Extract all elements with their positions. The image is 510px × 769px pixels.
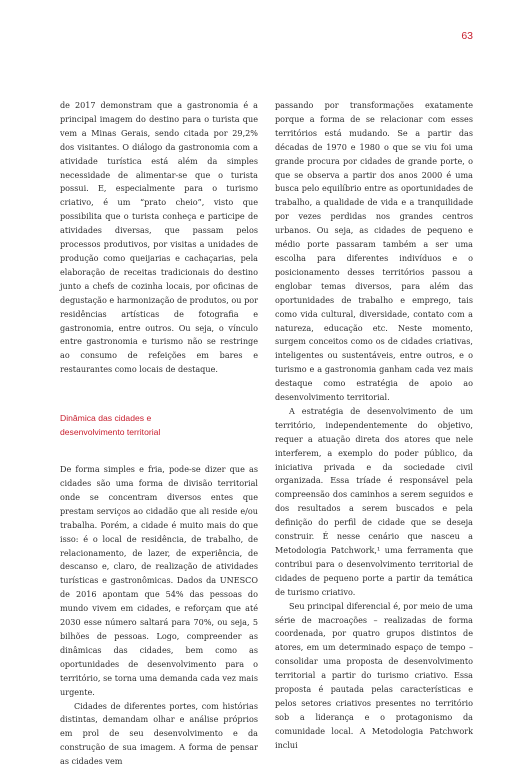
- page-number: 63: [461, 30, 473, 42]
- body-paragraph: passando por transformações exatamente porque a forma de se relacionar com esses territórios está mudando. Se a partir das décadas de 1970 e 1980 o que se viu foi uma grande procura por cidades de grande porte, o que se observa a partir dos anos 2000 é uma busca pelo equilíbrio entre as oportunidades de trabalho, a qualidade de vida e a tranquilidade por vezes perdidas nos grandes centros urbanos. Ou seja, as cidades de pequeno e médio porte passaram também a ser uma escolha para diferentes indivíduos e o posicionamento desses territórios passou a englobar temas diversos, para além das oportunidades de trabalho e emprego, tais como vida cultural, diversidade, contato com a natureza, educação etc. Neste momento, surgem conceitos como os de cidades criativas, inteligentes ou sustentáveis, entre outros, e o turismo e a gastronomia ganham cada vez mais destaque como estratégia de apoio ao desenvolvimento territorial.: [275, 100, 473, 403]
- section-heading-line: desenvolvimento territorial: [60, 427, 161, 438]
- right-column: [275, 99, 473, 753]
- body-paragraph: de 2017 demonstram que a gastronomia é a principal imagem do destino para o turista que vem a Minas Gerais, sendo citada por 29,2% dos visitantes. O diálogo da gastronomia com a atividade turística está além da simples necessidade de alimentar-se que o turista possui. E, especialmente para o turismo criativo, é um “prato cheio”, visto que possibilita que o turista conheça e participe de atividades diversas, que passam pelos processos produtivos, por visitas a unidades de produção como queijarias e cachaçarias, pela elaboração de receitas tradicionais do destino junto a chefs de cozinha locais, por oficinas de degustação e harmonização de produtos, ou por residências artísticas de fotografia e gastronomia, entre outros. Ou seja, o vínculo entre gastronomia e turismo não se restringe ao consumo de refeições em bares e restaurantes como locais de destaque.: [60, 100, 258, 375]
- body-paragraph: Cidades de diferentes portes, com histórias distintas, demandam olhar e análise próprios em prol de seu desenvolvimento e da construção de sua imagem. A forma de pensar as cidades vem: [60, 700, 258, 767]
- section-heading: [60, 411, 258, 439]
- body-paragraph: Seu principal diferencial é, por meio de uma série de macroações – realizadas de forma coordenada, por quatro grupos distintos de atores, em um determinado espaço de tempo – consolidar uma proposta de desenvolvimento territorial a partir do turismo criativo. Essa proposta é pautada pelas características e pelos setores criativos presentes no território sob a liderança e o protagonismo da comunidade local. A Metodologia Patchwork inclui: [275, 600, 473, 750]
- section-heading-line: Dinâmica das cidades e: [60, 413, 152, 424]
- body-paragraph: De forma simples e fria, pode-se dizer que as cidades são uma forma de divisão territorial onde se concentram diversos entes que prestam serviços ao cidadão que ali reside e/ou trabalha. Porém, a cidade é muito mais do que isso: é o local de residência, de trabalho, de relacionamento, de lazer, de experiência, de descanso e, claro, de realização de atividades turísticas e gastronômicas. Dados da UNESCO de 2016 apontam que 54% das pessoas do mundo vivem em cidades, e reforçam que até 2030 esse número saltará para 70%, ou seja, 5 bilhões de pessoas. Logo, compreender as dinâmicas das cidades, bem como as oportunidades de desenvolvimento para o território, se torna uma demanda cada vez mais urgente.: [60, 464, 258, 697]
- body-paragraph: A estratégia de desenvolvimento de um território, independentemente do objetivo, requer a atuação direta dos atores que nele interferem, a exemplo do poder público, da iniciativa privada e da sociedade civil organizada. Essa tríade é responsável pela compreensão dos caminhos a serem seguidos e dos resultados a serem buscados e pela definição do perfil de cidade que se deseja construir. É nesse cenário que nasceu a Metodologia Patchwork,¹ uma ferramenta que contribui para o desenvolvimento territorial de cidades de pequeno porte a partir da temática de turismo criativo.: [275, 405, 473, 597]
- left-column: [60, 99, 258, 769]
